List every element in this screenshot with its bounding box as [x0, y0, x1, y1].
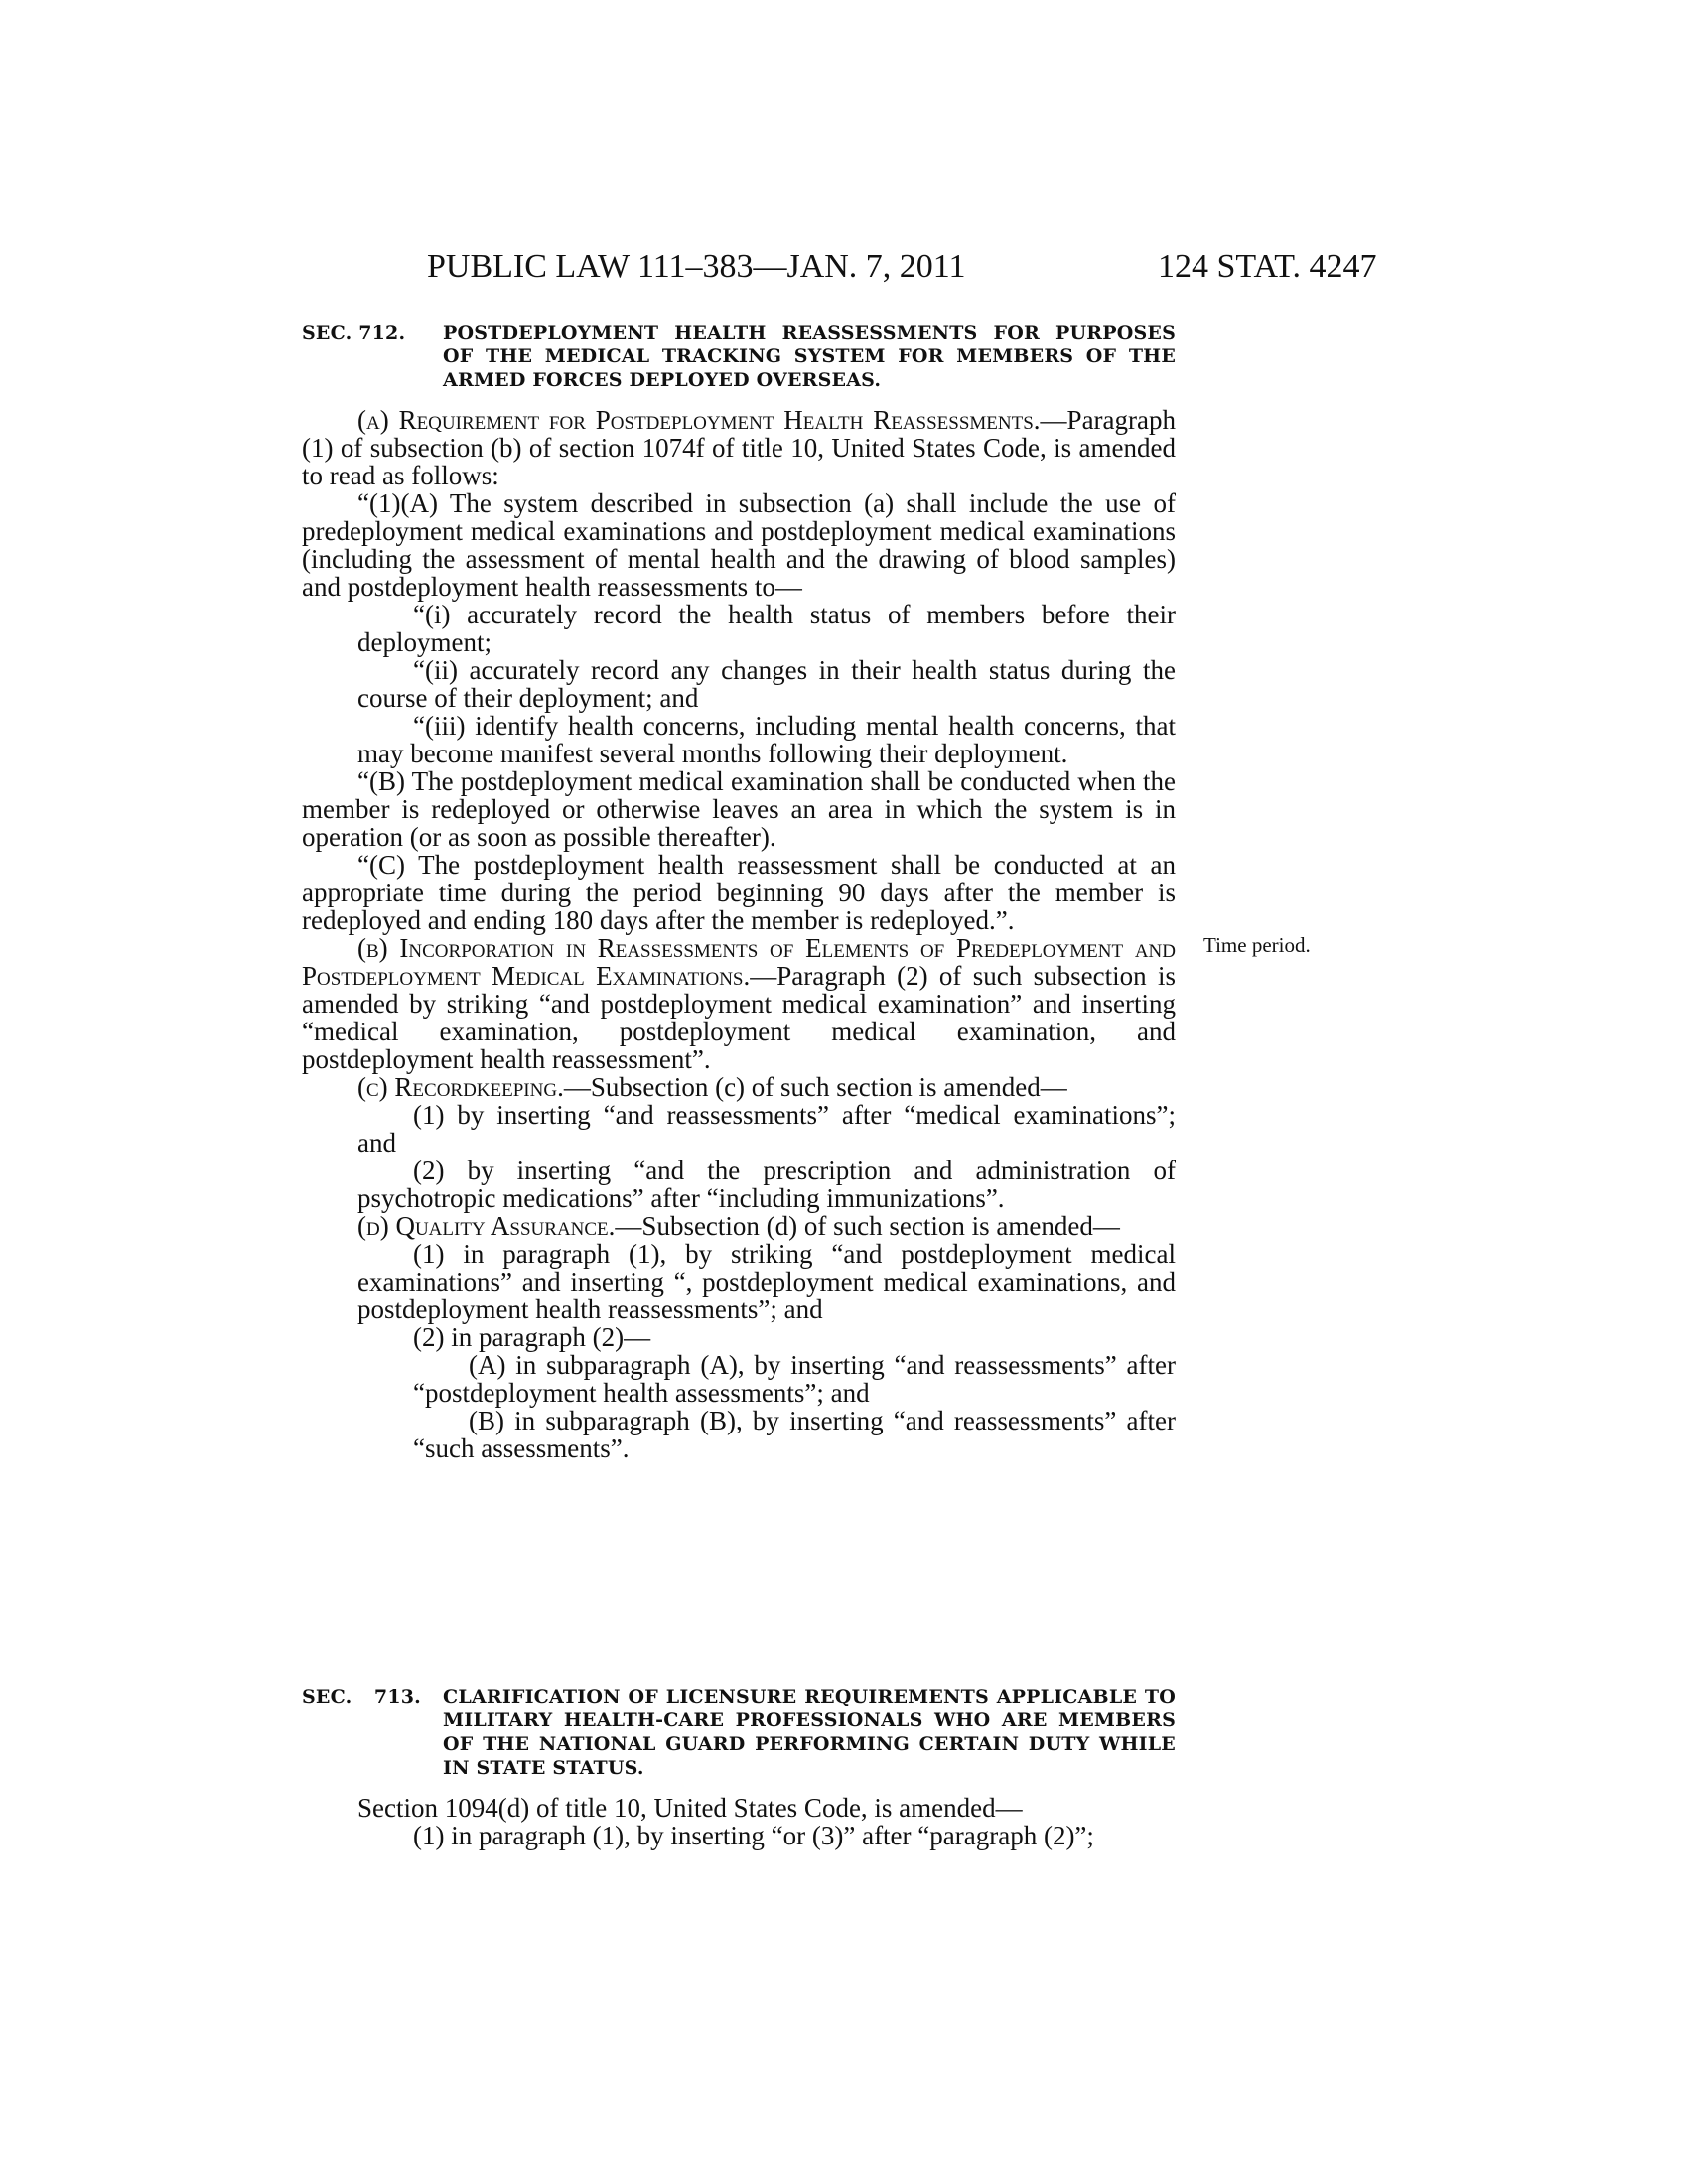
section-title: CLARIFICATION OF LICENSURE REQUIREMENTS APPLICABLE TO MILITARY HEALTH-CARE PROFESSIONALS WHO ARE MEMBERS OF THE NATIONAL GUARD PERFORMING CERTAIN DUTY WHILE IN STATE STATUS.	[443, 1686, 1176, 1779]
section-number: SEC. 712.	[302, 322, 406, 343]
section-number	[302, 1685, 421, 1780]
subsection-a	[302, 406, 1176, 489]
subsection-b-text: —Paragraph (2) of such subsection is amended by striking “and postdeployment medical examination” and inserting “medical examination, postdeployment medical examination, and postdeployment health reassessment”.	[302, 961, 1176, 1074]
subsection-c-paragraph-1: (1) by inserting “and reassessments” after “medical examinations”; and	[357, 1100, 1176, 1158]
subparagraph-C: “(C) The postdeployment health reassessment shall be conducted at an appropriate time during the period beginning 90 days after the member is redeployed and ending 180 days after the member is redeployed.”.	[302, 850, 1176, 935]
subsection-b-heading: (b) Incorporation in Reassessments of Elements of Predeployment and Postdeployment Medical Examinations.	[302, 933, 1176, 991]
page-citation: 124 STAT. 4247	[1158, 248, 1377, 285]
subsection-d-paragraph-1: (1) in paragraph (1), by striking “and postdeployment medical examinations” and inserting “, postdeployment medical examinations, and postdeployment health reassessments”; and	[357, 1239, 1176, 1324]
clause-i: “(i) accurately record the health status of members before their deployment;	[357, 600, 1176, 657]
section-712-heading	[302, 321, 1176, 392]
clause-ii: “(ii) accurately record any changes in their health status during the course of their deployment; and	[357, 655, 1176, 713]
subsection-c-paragraph-2: (2) by inserting “and the prescription and administration of psychotropic medications” after “including immunizations”.	[357, 1156, 1176, 1213]
subsection-d	[302, 1212, 1176, 1240]
margin-note: Time period.	[1203, 933, 1311, 957]
sec-label: SEC.	[302, 1686, 352, 1707]
subsection-d-paragraph-2: (2) in paragraph (2)—	[413, 1322, 651, 1352]
subsection-d-heading: (d) Quality Assurance.	[357, 1211, 616, 1241]
subsection-d-subparagraph-A: (A) in subparagraph (A), by inserting “and reassessments” after “postdeployment health assessments”; and	[413, 1350, 1176, 1408]
section-713-paragraph-1: (1) in paragraph (1), by inserting “or (3)” after “paragraph (2)”;	[413, 1821, 1094, 1850]
subsection-a-heading: (a) Requirement for Postdeployment Health Reassessments.	[357, 405, 1041, 435]
section-title: POSTDEPLOYMENT HEALTH REASSESSMENTS FOR PURPOSES OF THE MEDICAL TRACKING SYSTEM FOR MEMBERS OF THE ARMED FORCES DEPLOYED OVERSEAS.	[443, 322, 1176, 391]
subsection-a-text: —Paragraph (1) of subsection (b) of section 1074f of title 10, United States Code, is amended to read as follows:	[302, 405, 1176, 490]
subparagraph-B: “(B) The postdeployment medical examination shall be conducted when the member is redeployed or otherwise leaves an area in which the system is in operation (or as soon as possible thereafter).	[302, 766, 1176, 852]
clause-iii: “(iii) identify health concerns, including mental health concerns, that may become manifest several months following their deployment.	[357, 711, 1176, 768]
paragraph-1A: “(1)(A) The system described in subsection (a) shall include the use of predeployment medical examinations and postdeployment medical examinations (including the assessment of mental health and the drawing of blood samples) and postdeployment health reassessments to—	[302, 488, 1176, 602]
section-713-heading	[302, 1685, 1176, 1780]
subsection-b	[302, 934, 1176, 1073]
sec-number: 713.	[373, 1686, 421, 1707]
subsection-c-text: —Subsection (c) of such section is amended—	[563, 1072, 1067, 1102]
subsection-c	[302, 1073, 1176, 1101]
running-header-title: PUBLIC LAW 111–383—JAN. 7, 2011	[427, 248, 966, 285]
section-712	[302, 321, 1176, 1462]
subsection-c-heading: (c) Recordkeeping.	[357, 1072, 564, 1102]
subsection-d-text: —Subsection (d) of such section is amended—	[615, 1211, 1120, 1241]
section-713-intro: Section 1094(d) of title 10, United States Code, is amended—	[357, 1793, 1023, 1823]
section-713	[302, 1685, 1176, 1849]
subsection-d-subparagraph-B: (B) in subparagraph (B), by inserting “and reassessments” after “such assessments”.	[413, 1406, 1176, 1463]
